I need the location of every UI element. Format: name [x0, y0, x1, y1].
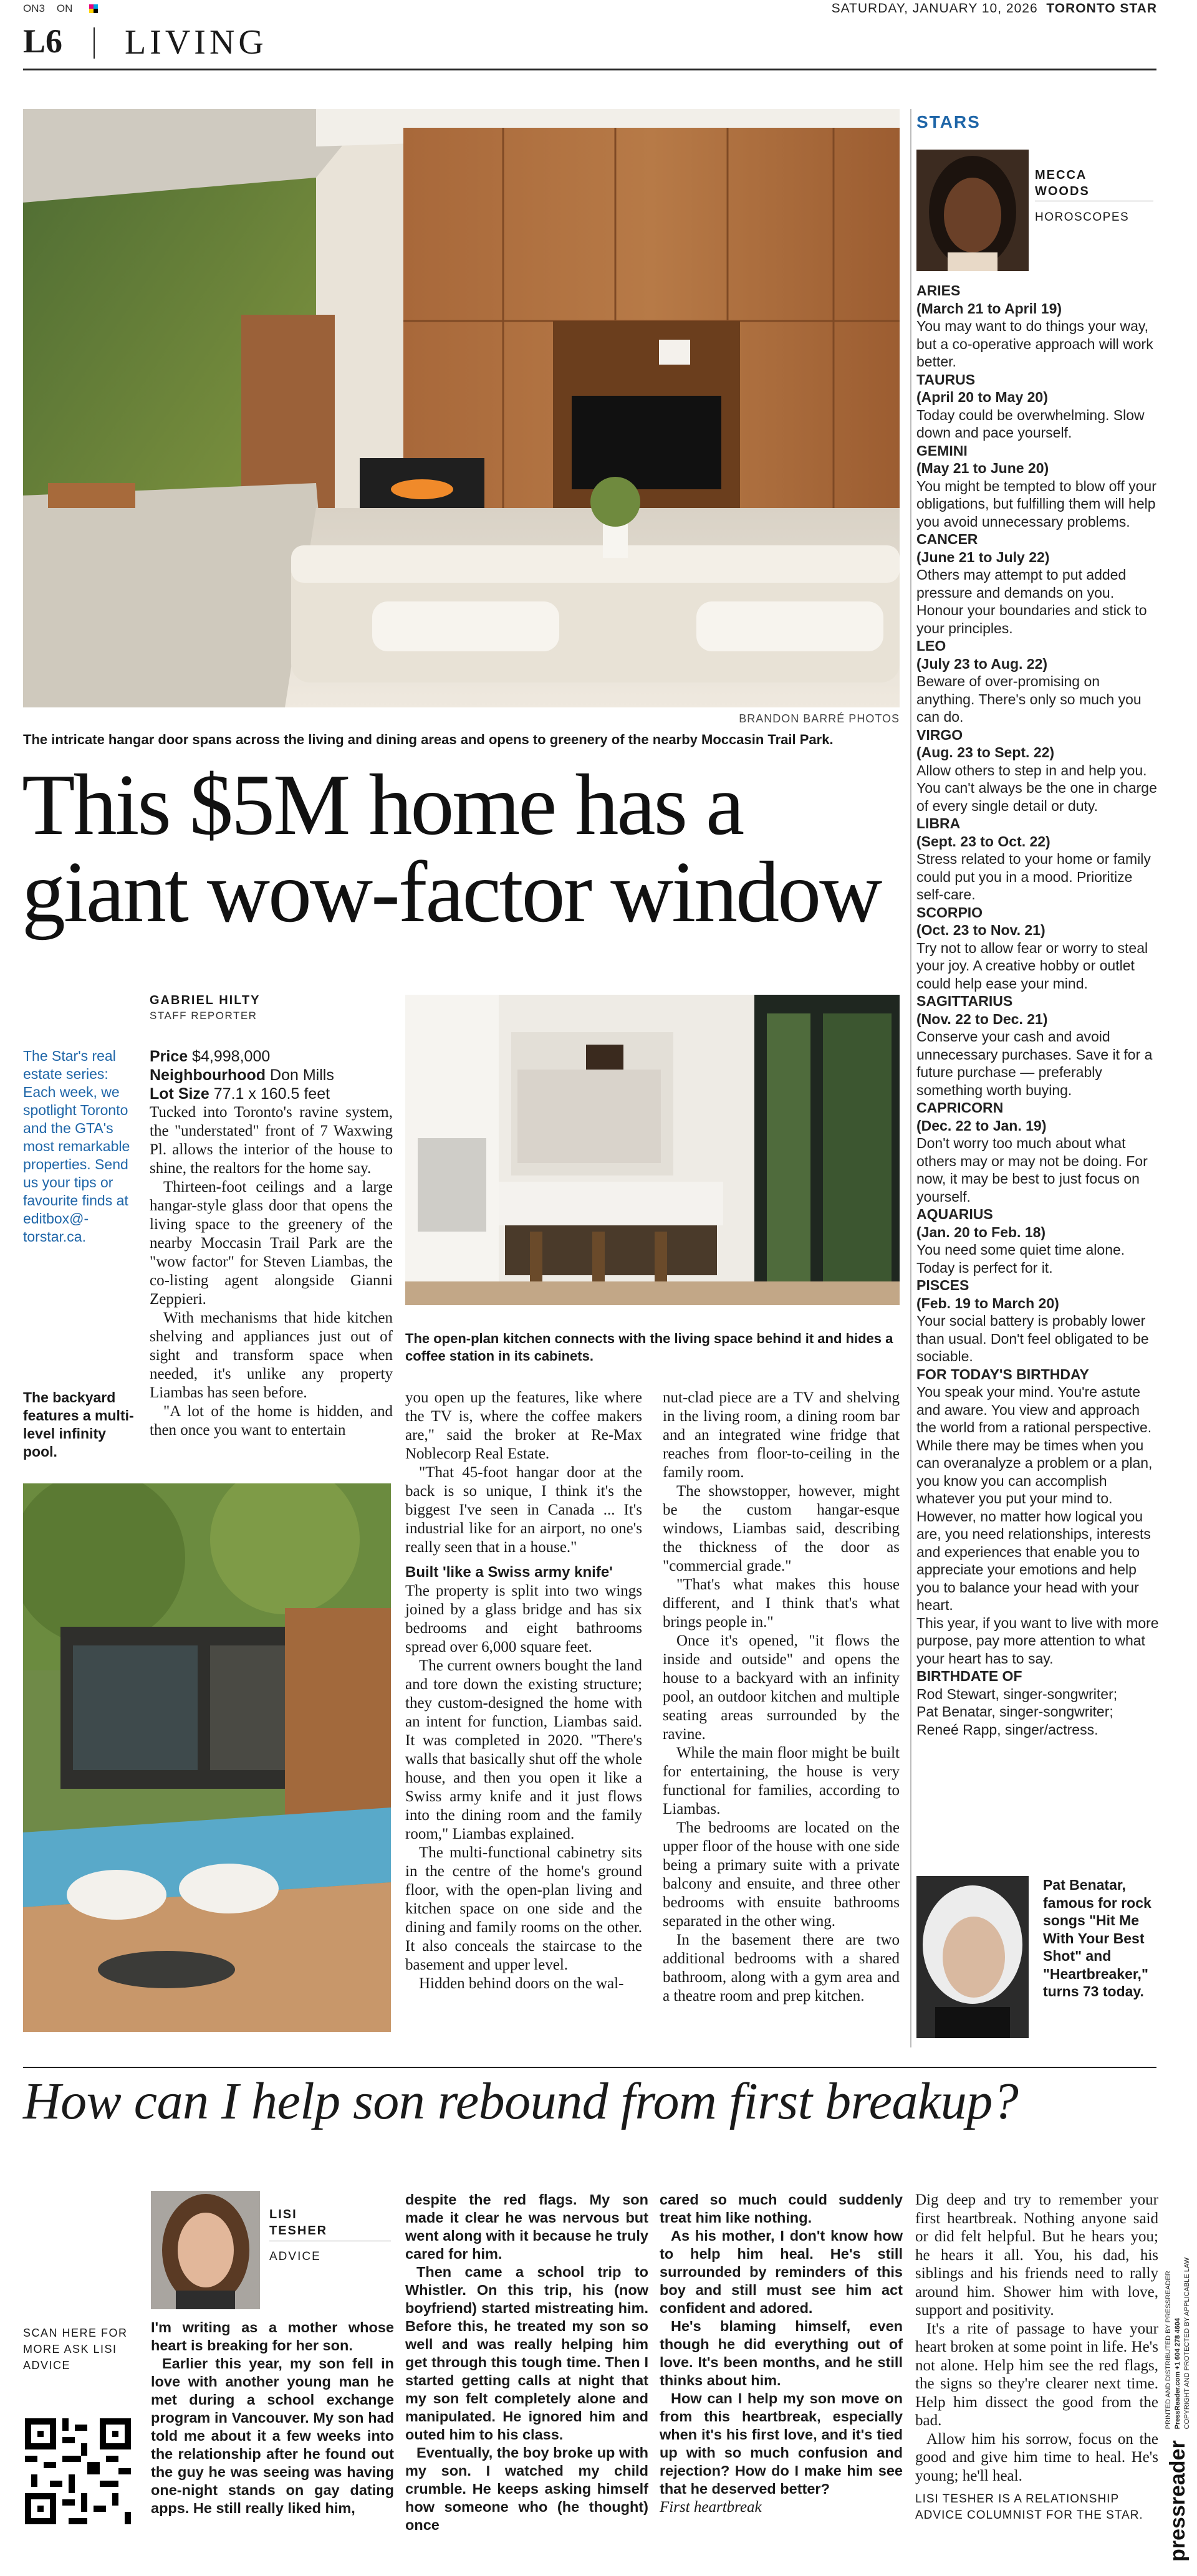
hero-credit: BRANDON BARRÉ PHOTOS — [739, 712, 900, 725]
horoscope-scorpio: SCORPIO (Oct. 23 to Nov. 21) Try not to allow fear or worry to steal your joy. A creative hobby or outlet could help ease your mind. — [916, 904, 1148, 992]
stars-divider — [910, 109, 911, 2047]
birthdate-of: BIRTHDATE OF Rod Stewart, singer-songwriter; Pat Benatar, singer-songwriter; Reneé Rapp, singer/actress. — [916, 1668, 1118, 1738]
horoscope-pisces: PISCES (Feb. 19 to March 20) Your social battery is probably lower than usual. Don't feel obligated to be sociable. — [916, 1277, 1149, 1364]
article-column-3: nut-clad piece are a TV and shelving in the living room, a dining room bar and an integrated wine fridge that reaches from floor-to-ceiling in the family room. The showstopper, however, might be the custom hangar-esque windows, Liambas said, describing the thickness of the door as "commercial grade." "That's what makes this house different, and I think that's what brings people in." Once it's opened, "it flows the inside and outside" and opens the house to a backyard with an infinity pool, an outdoor kitchen and multiple seating areas surrounded by the ravine. While the main floor might be built for entertaining, the house is very functional for families, according to Liambas. The bedrooms are located on the upper floor of the house with one side being a primary suite with a private balcony and ensuite, and three other bedrooms with ensuite bathrooms separated in the other wing. In the basement there are two additional bedrooms with a shared bathroom, along with a gym area and a theatre room and prep kitchen. — [663, 1389, 900, 2004]
hero-photo — [23, 109, 900, 707]
advice-rule — [23, 2067, 1156, 2068]
horoscope-aquarius: AQUARIUS (Jan. 20 to Feb. 18) You need some quiet time alone. Today is perfect for it. — [916, 1206, 1125, 1276]
kitchen-photo — [405, 995, 900, 1305]
article-column-2: you open up the features, like where the TV is, where the coffee makers are," said the broker at Re-Max Noblecorp Real Estate. "That 45-foot hangar door at the back is so unique, I think it's the biggest I've seen in Canada ... It's industrial like for an airport, no one's really seen that in a house." Built 'like a Swiss army knife' The property is split into two wings joined by a glass bridge and has six bedrooms and eight bathrooms spread over 6,000 square feet. The current owners bought the land and tore down the existing structure; they custom-designed the home with an intent for function, Liambas said. It was completed in 2020. "There's walls that basically shut off the whole house, and then you open it like a Swiss army knife and it just flows into the dining room and the family room," Liambas explained. The multi-functional cabinetry sits in the centre of the home's ground floor, with the open-plan living and kitchen space on one side and the dining and family rooms on the other. It also conceals the staircase to the basement and upper level. Hidden behind doors on the wal- — [405, 1389, 642, 1992]
pat-benatar-photo — [916, 1876, 1029, 2038]
todays-birthday-year: This year, if you want to live with more purpose, pay more attention to what your heart has to say. — [916, 1614, 1159, 1667]
mecca-woods-avatar — [916, 150, 1029, 271]
advice-column-3: cared so much could suddenly treat him like nothing. As his mother, I don't know how to help him heal. He's still surrounded by reminders of this boy and still must see him act confident and adored. He's blaming himself, even though he did everything out of love. It's been months, and he still thinks about him. How can I help my son move on from this heartbreak, especially when it's his first love, and it's tied up with so much confusion and rejection? How do I make him see that he deserved better? First heartbreak — [660, 2191, 903, 2516]
lisi-tesher-avatar — [151, 2191, 260, 2309]
pressreader-notice: PRINTED AND DISTRIBUTED BY PRESSREADER PressReader.com +1 604 278 4604 COPYRIGHT AND PROTECTED BY APPLICABLE LAW — [1164, 2257, 1191, 2430]
article-column-1: Price $4,998,000 Neighbourhood Don Mills Lot Size 77.1 x 160.5 feet Tucked into Toronto's ravine system, the "understated" front of 7 Waxwing Pl. allows the interior of the house to shine, the realtors for the home say. Thirteen-foot ceilings and a large hangar-style glass door that opens the living space to the greenery of the nearby Moccasin Trail Park are the "wow factor" for Steven Liambas, the co-listing agent alongside Gianni Zeppieri. With mechanisms that hide kitchen shelving and appliances just out of sight and transform space when needed, it's unlike any property Liambas has seen before. "A lot of the home is hidden, and then once you want to entertain — [150, 1048, 393, 1439]
advice-signoff: First heartbreak — [660, 2499, 762, 2516]
color-registration-mark — [89, 4, 98, 13]
qr-code[interactable] — [25, 2418, 131, 2524]
header-divider — [94, 27, 95, 59]
horoscope-list — [916, 282, 1160, 1738]
pool-caption: The backyard features a multi-level infinity pool. — [23, 1389, 134, 1460]
todays-birthday: FOR TODAY'S BIRTHDAY You speak your mind. You're astute and aware. You view and approach the world from a rational perspective. While there may be times when you can overanalyze a problem or a plan, you know you can accomplish whatever you put your mind to. However, no matter how logical you are, you need relationships, interests and experiences that enable you to appreciate your emotions and help you to balance your head with your heart. — [916, 1366, 1153, 1613]
scan-promo: SCAN HERE FOR MORE ASK LISI ADVICE — [23, 2327, 128, 2372]
hero-caption: The intricate hangar door spans across the living and dining areas and opens to greenery of the nearby Moccasin Trail Park. — [23, 732, 834, 747]
series-promo: The Star's real estate series: Each week, we spotlight Toronto and the GTA's most remarkable properties. Send us your tips or favourite finds at editbox@-torstar.ca. — [23, 1048, 130, 1245]
article-headline: This $5M home has a giant wow-factor window — [22, 757, 881, 941]
advice-column-label: ADVICE — [269, 2250, 321, 2263]
page-number: L6 — [23, 22, 63, 60]
horoscope-sagittarius: SAGITTARIUS (Nov. 22 to Dec. 21) Conserve your cash and avoid unnecessary purchases. Save it for a future purchase — preferably something worth buying. — [916, 993, 1153, 1098]
advice-column-4: Dig deep and try to remember your first heartbreak. Nothing anyone said or did felt helpful. But he hears you; he hears it all. You, his dad, his siblings and his friends need to rally around him. Shower him with love, support and positivity. It's a rite of passage to have your heart broken at some point in life. He's not alone. Help him see the red flags, the signs so they're clearer next time. Help him dissect the good from the bad. Allow him his sorrow, focus on the good and give him time to heal. He's young; he'll heal. LISI TESHER IS A RELATIONSHIP ADVICE COLUMNIST FOR THE STAR. — [915, 2191, 1158, 2524]
horoscope-capricorn: CAPRICORN (Dec. 22 to Jan. 19) Don't worry too much about what others may or may not be doing. For now, it may be best to just focus on yourself. — [916, 1099, 1148, 1205]
section-title: LIVING — [125, 23, 267, 62]
header-rule — [23, 69, 1156, 70]
pressreader-strip — [1160, 2193, 1196, 2567]
advice-bio: LISI TESHER IS A RELATIONSHIP ADVICE COLUMNIST FOR THE STAR. — [915, 2492, 1143, 2522]
stars-column-label: HOROSCOPES — [1035, 211, 1130, 224]
author-name: GABRIEL HILTY — [150, 994, 261, 1007]
author-role: STAFF REPORTER — [150, 1010, 257, 1022]
horoscope-taurus: TAURUS (April 20 to May 20) Today could be overwhelming. Slow down and pace yourself. — [916, 371, 1145, 441]
stars-label: STARS — [916, 112, 981, 132]
horoscope-aries: ARIES (March 21 to April 19) You may want to do things your way, but a co-operative approach will work better. — [916, 282, 1153, 370]
stars-author: MECCA WOODS — [1035, 168, 1090, 198]
advice-headline: How can I help son rebound from first breakup? — [23, 2072, 1019, 2130]
pressreader-logo: pressreader — [1165, 2440, 1190, 2562]
advice-column-2: despite the red flags. My son made it clear he was nervous but went along with it because he truly cared for him. Then came a school trip to Whistler. On this trip, his (now boyfriend) started mistreating him. Before this, he treated my son so well and was really helping him get through this tough time. Then I started getting calls at night that my son felt completely alone and manipulated. He ignored him and outed him to his class. Eventually, the boy broke up with my son. I watched my child crumble. He keeps asking himself how someone who (he thought) once — [405, 2191, 648, 2533]
page-code: ON3 ON — [23, 2, 73, 14]
article-subhead: Built 'like a Swiss army knife' — [405, 1564, 613, 1581]
kitchen-caption: The open-plan kitchen connects with the living space behind it and hides a coffee station in its cabinets. — [405, 1331, 893, 1364]
horoscope-leo: LEO (July 23 to Aug. 22) Beware of over-promising on anything. There's only so much you can do. — [916, 638, 1142, 725]
pool-photo — [23, 1483, 391, 2032]
horoscope-cancer: CANCER (June 21 to July 22) Others may attempt to put added pressure and demands on you. Honour your boundaries and stick to your principles. — [916, 531, 1147, 636]
horoscope-gemini: GEMINI (May 21 to June 20) You might be tempted to blow off your obligations, but fulfilling them will help you avoid unnecessary problems. — [916, 442, 1156, 530]
horoscope-virgo: VIRGO (Aug. 23 to Sept. 22) Allow others to step in and help you. You can't always be the one in charge of every single detail or duty. — [916, 726, 1157, 814]
advice-author: LISI TESHER — [269, 2208, 328, 2238]
pat-benatar-caption: Pat Benatar, famous for rock songs "Hit Me With Your Best Shot" and "Heartbreaker," turns 73 today. — [1043, 1877, 1151, 1999]
advice-column-1: I'm writing as a mother whose heart is breaking for her son. Earlier this year, my son fell in love with another young man he met during a school exchange program in Vancouver. My son had told me about it a few weeks into the relationship after he found out the guy he was seeing was having one-night stands on gay dating apps. He still really liked him, — [151, 2319, 394, 2516]
page-dateline: SATURDAY, JANUARY 10, 2026 TORONTO STAR — [831, 1, 1157, 16]
horoscope-libra: LIBRA (Sept. 23 to Oct. 22) Stress related to your home or family could put you in a mood. Prioritize self-care. — [916, 815, 1151, 903]
